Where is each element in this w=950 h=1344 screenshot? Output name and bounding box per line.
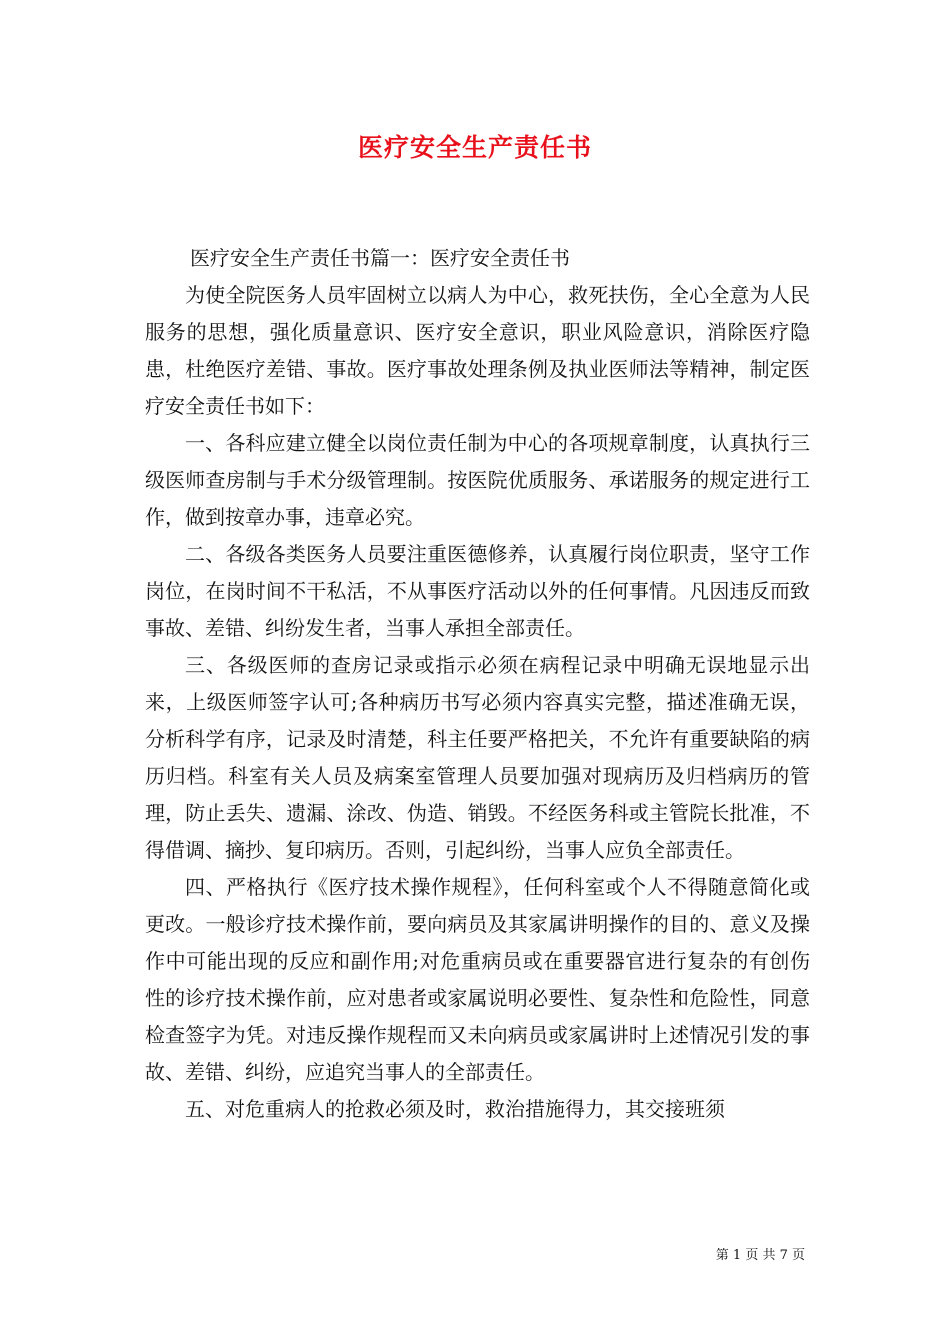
- paragraph-intro: 为使全院医务人员牢固树立以病人为中心，救死扶伤，全心全意为人民服务的思想，强化质量意识、医疗安全意识，职业风险意识，消除医疗隐患，杜绝医疗差错、事故。医疗事故处理条例及执业医师法等精神，制定医疗安全责任书如下：: [145, 283, 810, 418]
- paragraph-item-1: 一、各科应建立健全以岗位责任制为中心的各项规章制度，认真执行三级医师查房制与手术分级管理制。按医院优质服务、承诺服务的规定进行工作，做到按章办事，违章必究。: [145, 431, 810, 529]
- section-heading: 医疗安全生产责任书篇一：医疗安全责任书: [190, 246, 570, 270]
- page-number: 第 1 页 共 7 页: [715, 1248, 805, 1263]
- paragraph-item-4: 四、严格执行《医疗技术操作规程》，任何科室或个人不得随意简化或更改。一般诊疗技术操作前，要向病员及其家属讲明操作的目的、意义及操作中可能出现的反应和副作用;对危重病员或在重要器官进行复杂的有创伤性的诊疗技术操作前，应对患者或家属说明必要性、复杂性和危险性，同意检查签字为凭。对违反操作规程而又未向病员或家属讲时上述情况引发的事故、差错、纠纷，应追究当事人的全部责任。: [145, 875, 810, 1084]
- paragraph-item-2: 二、各级各类医务人员要注重医德修养，认真履行岗位职责，坚守工作岗位，在岗时间不干私活，不从事医疗活动以外的任何事情。凡因违反而致事故、差错、纠纷发生者，当事人承担全部责任。: [145, 542, 810, 640]
- paragraph-item-5: 五、对危重病人的抢救必须及时，救治措施得力，其交接班须: [185, 1097, 725, 1121]
- paragraph-item-3: 三、各级医师的查房记录或指示必须在病程记录中明确无误地显示出来，上级医师签字认可;各种病历书写必须内容真实完整，描述准确无误，分析科学有序，记录及时清楚，科主任要严格把关，不允许有重要缺陷的病历归档。科室有关人员及病案室管理人员要加强对现病历及归档病历的管理，防止丢失、遗漏、涂改、伪造、销毁。不经医务科或主管院长批准，不得借调、摘抄、复印病历。否则，引起纠纷，当事人应负全部责任。: [145, 653, 810, 862]
- document-title: 医疗安全生产责任书: [357, 133, 592, 162]
- document-body: [145, 240, 810, 1128]
